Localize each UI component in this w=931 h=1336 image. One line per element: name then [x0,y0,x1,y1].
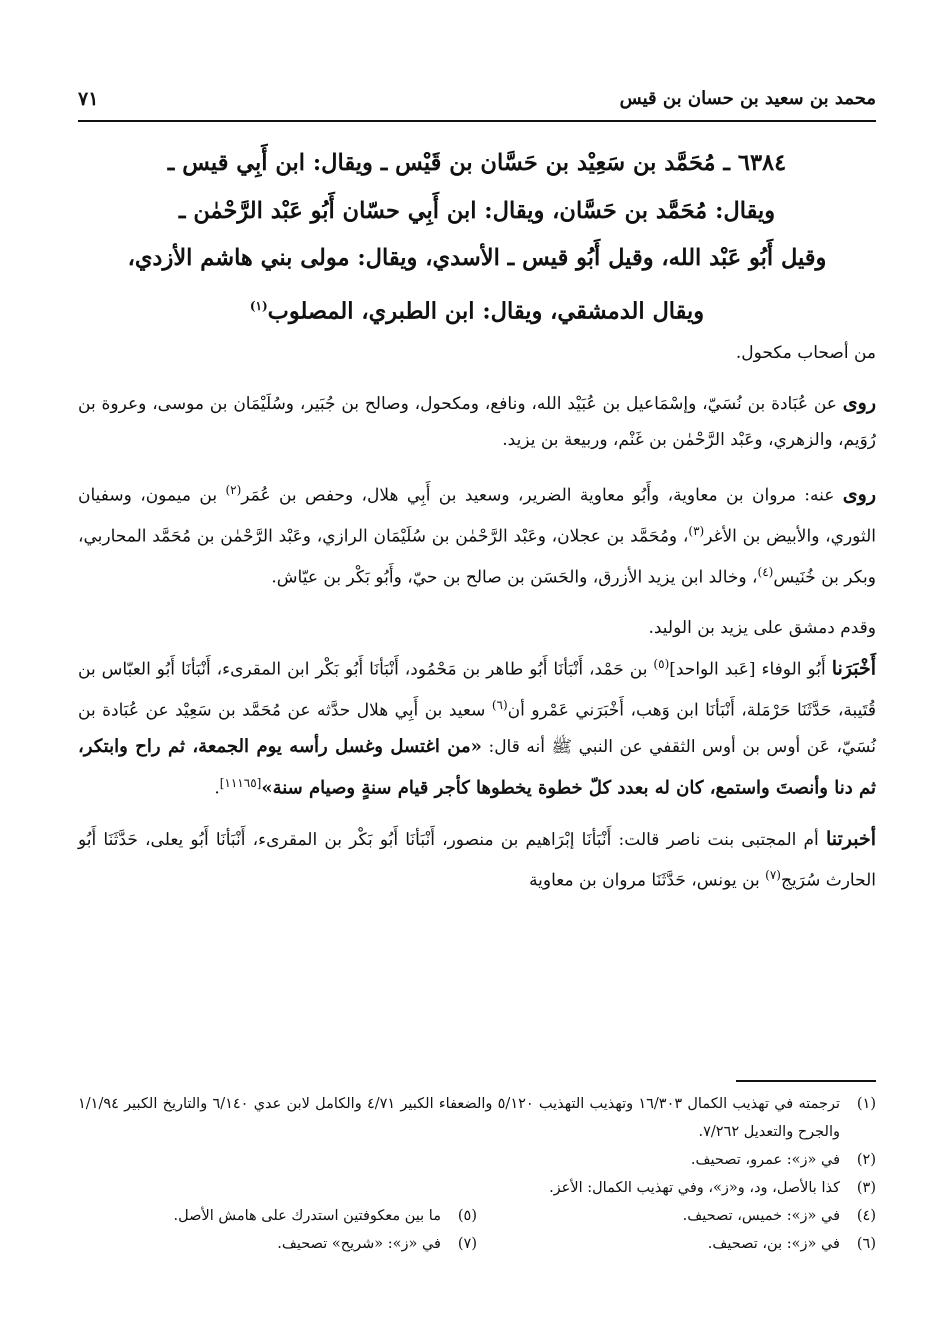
footnote-ref: (٣) [688,524,705,539]
footnote [78,1090,876,1146]
heading-line: ٦٣٨٤ ـ مُحَمَّد بن سَعِيْد بن حَسَّان بن قَيْس ـ ويقال: ابن أَبِي قيس ـ [167,150,787,176]
hadith-reference: [١١١٦٥] [219,775,262,790]
paragraph-text: ، وخالد ابن يزيد الأزرق، والحَسَن بن صالح بن حيّ، وأَبُو بَكْر بن عيّاش. [271,567,758,588]
footnote-number: (٣) [856,1180,876,1196]
footnote-number: (١) [856,1096,876,1112]
paragraph-text: ، ومُحَمَّد بن عجلان، وعَبْد الرَّحْمٰن بن سُلَيْمَان الرازي، وعَبْد الرَّحْمٰن بن مُحَمَّد المحاربي، وبكر بن خُنَيس [78,526,876,588]
footnote-number: (٦) [856,1236,876,1252]
heading-line: ويقال: مُحَمَّد بن حَسَّان، ويقال: ابن أَبِي حسّان أَبُو عَبْد الرَّحْمٰن ـ [178,197,776,224]
footnote [477,1230,876,1258]
paragraph-lead: روى [842,392,877,414]
footnote-text: في «ز»: عمرو، تصحيف. [690,1152,840,1168]
paragraph-text: أَبُو الوفاء [عَبد الواحد] [669,659,826,680]
paragraph-text: عن عُبَادة بن نُسَيّ، وإسْمَاعيل بن عُبَيْد الله، ونافع، ومكحول، وصالح بن جُبَير، وسُلَيْمَان بن موسى، وعروة بن رُوَيم، والزهري، وعَبْد الرَّحْمٰن بن غَنْم، وربيعة بن يزيد. [78,394,876,450]
footnote-row [78,1230,876,1258]
paragraph-text: بن حَمْد، أَنْبَأنَا أَبُو طاهر بن مَحْمُود، أَنْبَأنَا أَبُو بَكْر ابن المقرىء، أَنْبَأنَا أَبُو العبّاس بن قُتَيبة، حَدَّثَنَا حَرْمَلة، أَنْبَأنَا ابن وَهب، أَخْبَرَني عَمْرو أن [78,659,877,721]
running-title: محمد بن سعيد بن حسان بن قيس [619,88,876,109]
isnad-paragraph: أَخْبَرَنا أَبُو الوفاء [عَبد الواحد]$^{(٥)}$ بن حَمْد، أَنْبَأنَا أَبُو طاهر بن مَحْمُود، أَنْبَأنَا أَبُو بَكْر ابن المقرىء، أَنْبَأنَا أَبُو العبّاس بن قُتَيبة، حَدَّثَنَا حَرْمَلة، أَنْبَأنَا ابن وَهب، أَخْبَرَني عَمْرو أن$^{(٦)}$ سعيد بن أَبِي هلال حدَّثه عن مُحَمَّد بن سَعِيْد عن عُبَادة بن نُسَيّ، عَن أوس بن أوس الثقفي عن النبي ﷺ أنه قال: «من اغتسل وغسل رأسه يوم الجمعة، ثم راح وابتكر، ثم دنا وأنصتَ واستمع، كان له بعدد كلّ خطوة يخطوها كأجر قيام سنةٍ وصيام سنة»[١١١٦٥]. [78,656,877,799]
footnote-ref: (١) [249,298,268,313]
paragraph-text: أم المجتبى بنت ناصر قالت: أَنْبَأنَا إبْرَاهيم بن منصور، أَنْبَأنَا أَبُو بَكْر بن المقرىء، أَنْبَأنَا أَبُو يعلى، حَدَّثَنَا أَبُو الحارث سُرَيج [78,829,876,892]
entry-heading [78,140,876,336]
heading-line-text: ويقال الدمشقي، ويقال: ابن الطبري، المصلوب [267,298,705,324]
footnote-row [78,1202,876,1230]
heading-line: وقيل أَبُو عَبْد الله، وقيل أَبُو قيس ـ الأسدي، ويقال: مولى بني هاشم الأزدي، [127,245,827,271]
footnote [78,1146,876,1174]
paragraph-text: بن ميمون، وسفيان الثوري، والأبيض بن الأغر [78,485,876,547]
footnote-number: (٤) [856,1208,876,1224]
isnad-paragraph [78,822,876,900]
paragraph-text: سعيد بن أَبِي هلال حدَّثه عن مُحَمَّد بن سَعِيْد عن عُبَادة بن نُسَيّ، عَن أوس بن أوس الثقفي عن النبي ﷺ أنه قال: [78,700,876,758]
footnote-ref: (٥) [653,656,670,671]
paragraph-text: بن يونس، حَدَّثَنَا مروان بن معاوية [529,871,760,892]
footnote [78,1174,876,1202]
footnote-ref: (٢) [225,483,242,497]
paragraph-lead: أَخْبَرَنا [831,657,877,680]
paragraph-text: عنه: مروان بن معاوية، وأَبُو معاوية الضرير، وسعيد بن أَبِي هلال، وحفص بن عُمَر [241,485,835,506]
narrated-from-paragraph [78,386,876,458]
hadith-text: «من اغتسل وغسل رأسه يوم الجمعة، ثم راح وابتكر، ثم دنا وأنصتَ واستمع، كان له بعدد كلّ خطوة يخطوها كأجر قيام سنةٍ وصيام سنة» [78,736,876,799]
footnote-number: (٥) [457,1208,477,1224]
footnote-number: (٢) [856,1152,876,1168]
page-number: ٧١ [78,88,99,110]
paragraph-lead: روى [842,483,877,506]
main-text [78,336,876,900]
header-rule [78,120,876,122]
heading-line [78,283,876,336]
book-page [78,70,876,1306]
page-header [78,70,876,110]
arrival-line: وقدم دمشق على يزيد بن الوليد. [648,618,876,639]
paragraph-lead: أخبرتنا [825,827,876,850]
footnote-text: في «ز»: خميس، تصحيف. [682,1208,840,1224]
footnote-ref: (٧) [765,868,781,883]
footnotes [78,1090,876,1258]
footnote-text: في «ز»: بن، تصحيف. [707,1236,840,1252]
footnote-ref: (٦) [491,698,508,713]
footnote-rule [736,1080,876,1082]
footnote [477,1202,876,1230]
footnote-text: ما بين معكوفتين استدرك على هامش الأصل. [173,1208,441,1224]
footnote-text: ترجمته في تهذيب الكمال ١٦/٣٠٣ وتهذيب التهذيب ٥/١٢٠ والضعفاء الكبير ٤/٧١ والكامل لابن عدي ٦/١٤٠ والتاريخ الكبير ١/١/٩٤ والجرح والتعديل ٧/٢٦٢. [78,1096,840,1140]
intro-line: من أصحاب مكحول. [735,342,876,363]
footnote-text: في «ز»: «شريح» تصحيف. [277,1236,441,1252]
narrators-paragraph [78,473,876,596]
footnote [78,1230,477,1258]
footnote-ref: (٤) [757,565,774,580]
footnote-text: كذا بالأصل، ود، و«ز»، وفي تهذيب الكمال: الأعز. [549,1180,840,1196]
footnote [78,1202,477,1230]
footnote-number: (٧) [457,1236,477,1252]
